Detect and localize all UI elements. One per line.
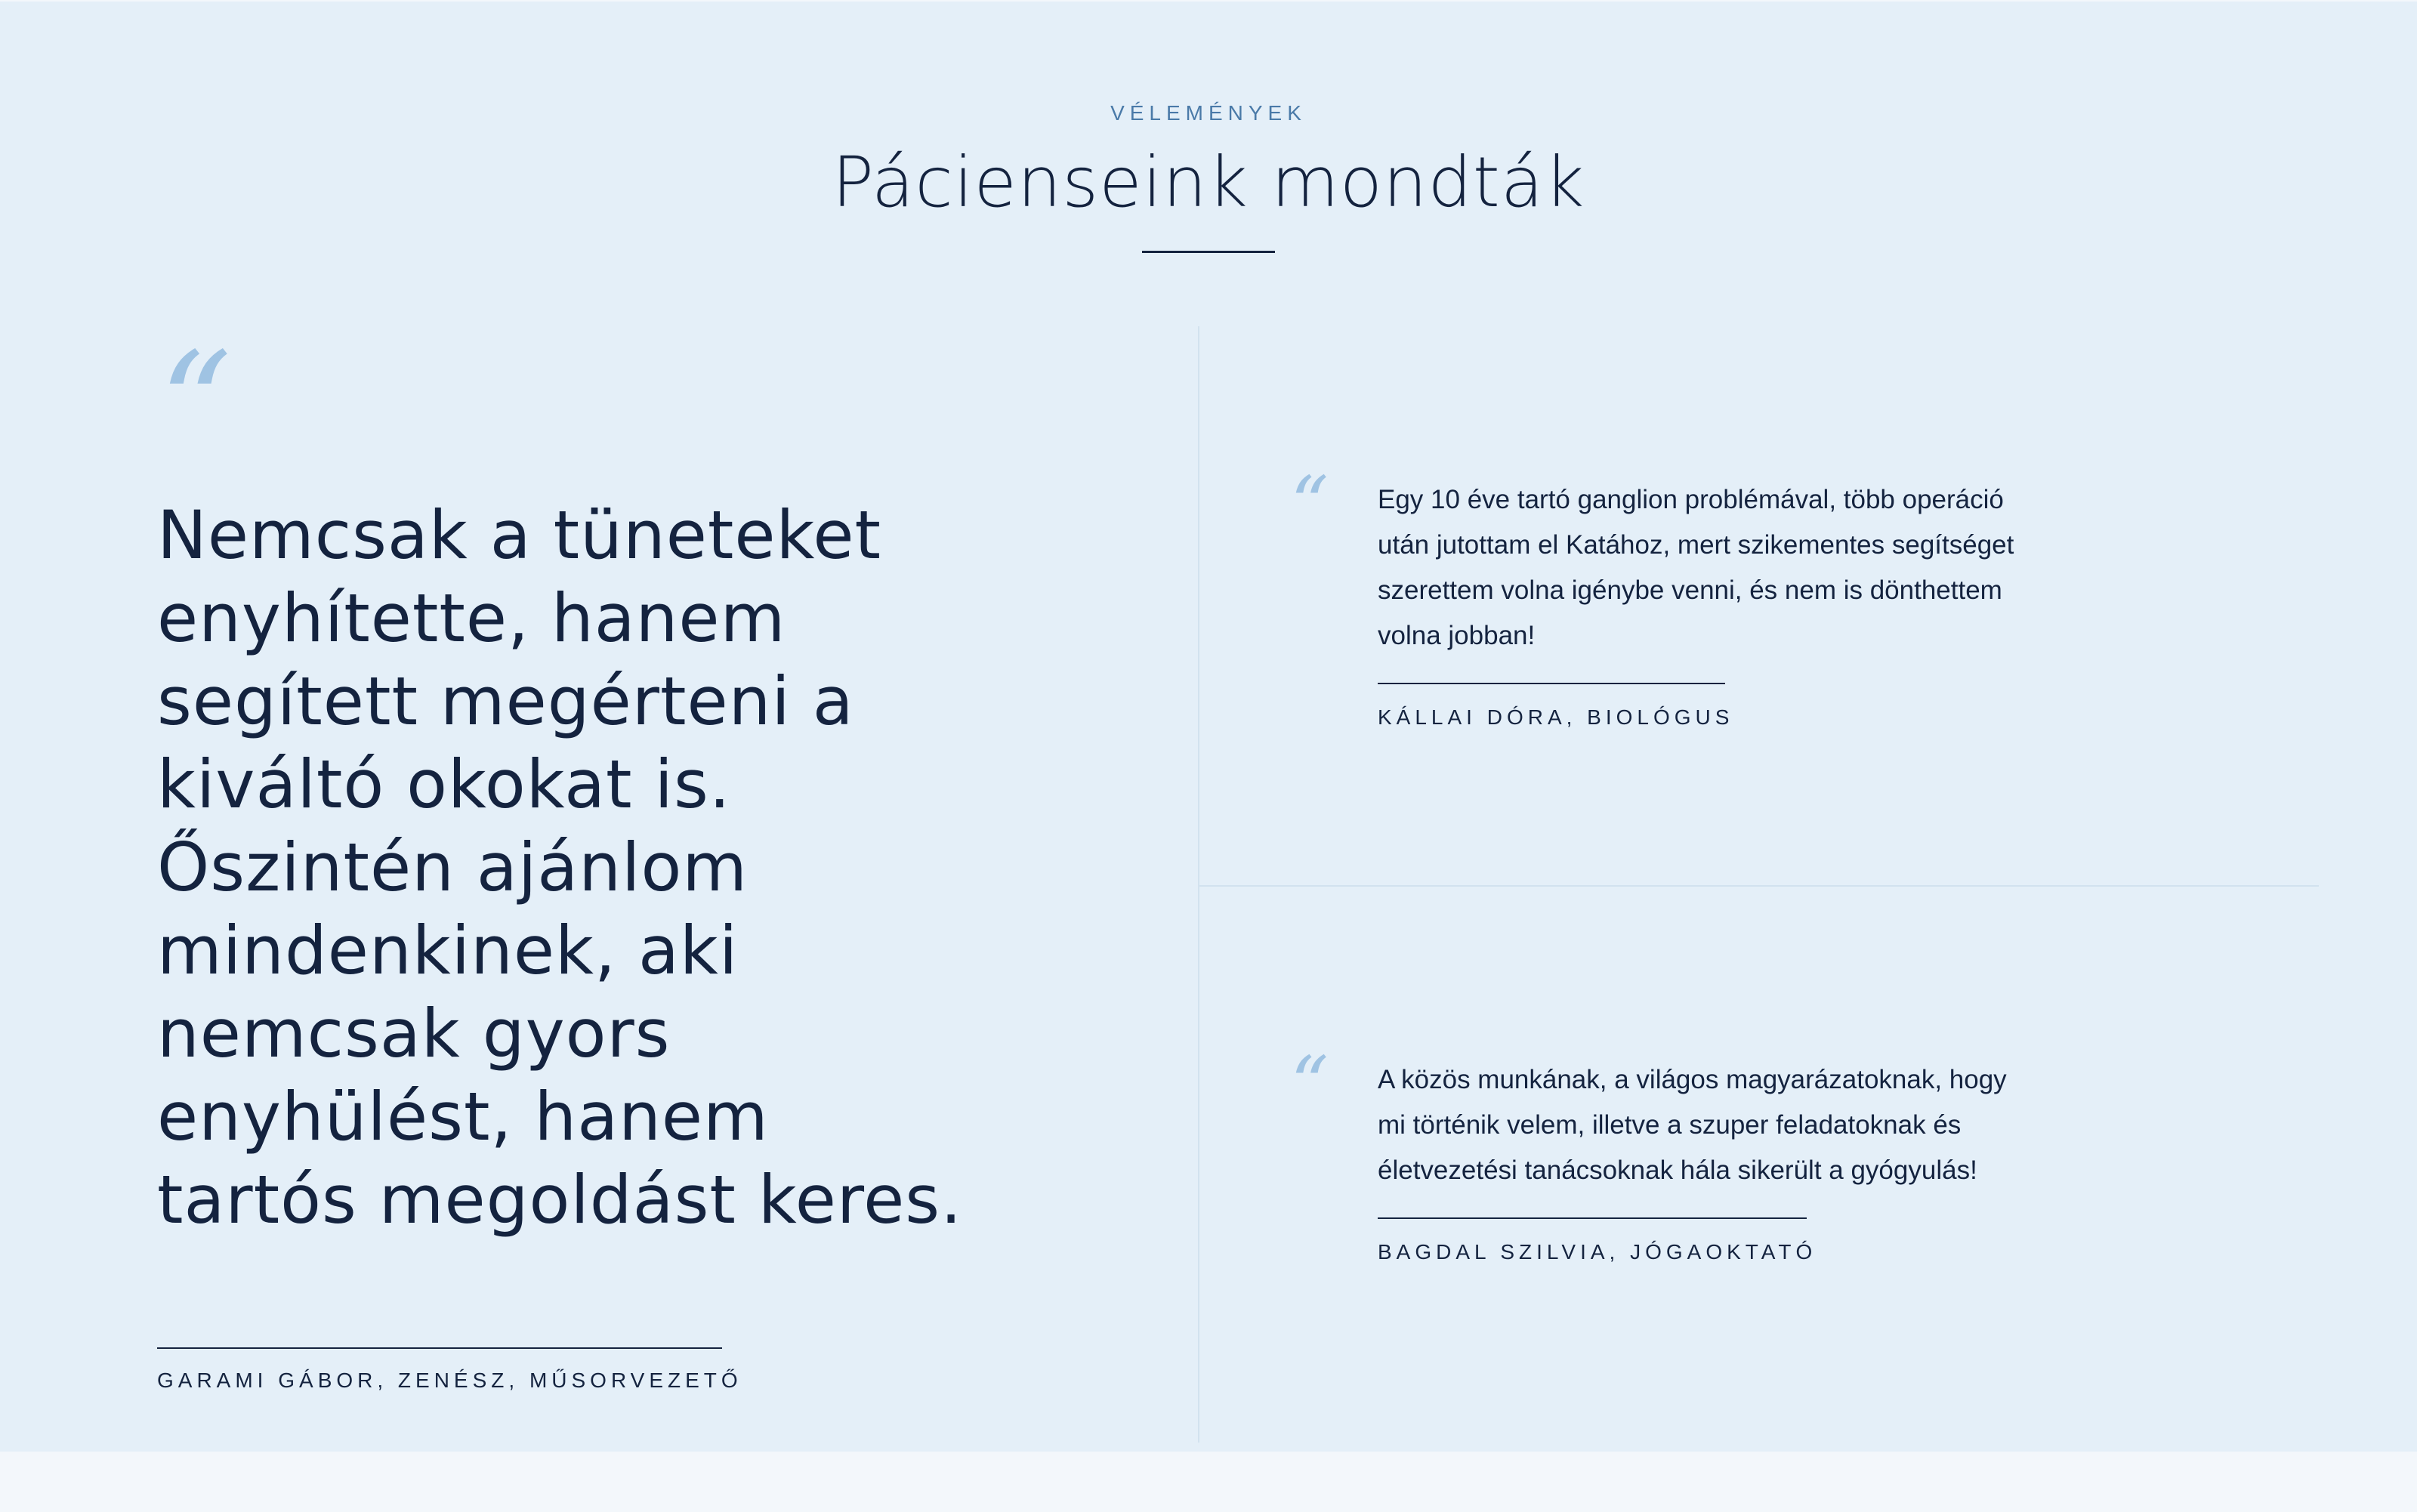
- testimonial-author: KÁLLAI DÓRA, BIOLÓGUS: [1378, 705, 1734, 729]
- testimonial-text: Egy 10 éve tartó ganglion problémával, több operáció után jutottam el Katához, mert szikementes segítséget szerettem volna igénybe venni, és nem is dönthettem volna jobban!: [1378, 485, 2014, 650]
- testimonial-author: BAGDAL SZILVIA, JÓGAOKTATÓ: [1378, 1240, 1817, 1264]
- quote-icon: “: [1290, 460, 1329, 548]
- row-divider: [1199, 885, 2319, 887]
- section-eyebrow: VÉLEMÉNYEK: [1110, 101, 1307, 125]
- quote-icon: “: [159, 322, 233, 489]
- author-divider: [157, 1347, 722, 1349]
- author-divider: [1378, 1217, 1807, 1219]
- title-underline: [1142, 251, 1275, 253]
- testimonial-text: A közös munkának, a világos magyarázatoknak, hogy mi történik velem, illetve a szuper feladatoknak és életvezetési tanácsoknak hála sikerült a gyógyulás!: [1378, 1065, 2007, 1185]
- author-divider: [1378, 683, 1725, 684]
- section-title: Pácienseink mondták: [832, 142, 1585, 223]
- next-section-band: [0, 1452, 2417, 1512]
- featured-author: GARAMI GÁBOR, ZENÉSZ, MŰSORVEZETŐ: [157, 1369, 742, 1392]
- featured-quote-text: Nemcsak a tüneteket enyhítette, hanem segített megérteni a kiváltó okokat is. Őszintén ajánlom mindenkinek, aki nemcsak gyors enyhülést, hanem tartós megoldást keres.: [157, 496, 963, 1239]
- quote-icon: “: [1290, 1040, 1329, 1128]
- column-divider: [1198, 326, 1199, 1443]
